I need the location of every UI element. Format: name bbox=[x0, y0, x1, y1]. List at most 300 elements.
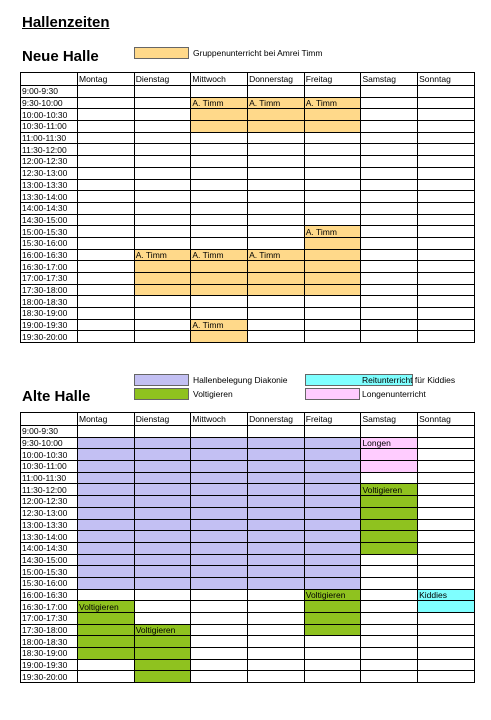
slot-cell bbox=[134, 237, 191, 249]
table-row bbox=[21, 191, 475, 203]
slot-cell bbox=[418, 484, 475, 496]
slot-cell bbox=[248, 472, 305, 484]
slot-cell bbox=[361, 273, 418, 285]
block-label: Longen bbox=[361, 437, 418, 449]
day-header: Samstag bbox=[361, 73, 418, 86]
day-header: Sonntag bbox=[418, 73, 475, 86]
time-cell: 14:30-15:00 bbox=[21, 554, 78, 566]
slot-cell bbox=[134, 319, 191, 331]
slot-cell bbox=[361, 426, 418, 438]
block-label: A. Timm bbox=[248, 97, 305, 109]
slot-cell bbox=[248, 601, 305, 613]
slot-cell bbox=[361, 249, 418, 261]
slot-cell bbox=[134, 132, 191, 144]
slot-cell bbox=[134, 613, 191, 625]
legend-label-kiddies: Reitunterricht für Kiddies bbox=[362, 375, 456, 385]
slot-cell bbox=[191, 156, 248, 168]
slot-cell bbox=[78, 531, 135, 543]
time-cell: 16:30-17:00 bbox=[21, 601, 78, 613]
slot-cell bbox=[361, 496, 418, 508]
slot-cell bbox=[191, 636, 248, 648]
slot-cell bbox=[78, 554, 135, 566]
table-row bbox=[21, 449, 475, 461]
slot-cell bbox=[418, 156, 475, 168]
slot-cell bbox=[78, 156, 135, 168]
slot-cell bbox=[418, 461, 475, 473]
table-row bbox=[21, 531, 475, 543]
slot-cell bbox=[248, 613, 305, 625]
table-row bbox=[21, 624, 475, 636]
slot-cell bbox=[304, 519, 361, 531]
slot-cell bbox=[304, 507, 361, 519]
time-cell: 13:30-14:00 bbox=[21, 531, 78, 543]
slot-cell bbox=[134, 601, 191, 613]
slot-cell bbox=[78, 659, 135, 671]
slot-cell bbox=[248, 437, 305, 449]
slot-cell bbox=[304, 156, 361, 168]
slot-cell bbox=[304, 601, 361, 613]
table-row bbox=[21, 261, 475, 273]
time-cell: 10:30-11:00 bbox=[21, 461, 78, 473]
table-row bbox=[21, 202, 475, 214]
slot-cell bbox=[134, 449, 191, 461]
legend-swatch-longen bbox=[305, 388, 360, 400]
slot-cell bbox=[134, 589, 191, 601]
slot-cell bbox=[361, 624, 418, 636]
block-label: Voltigieren bbox=[78, 601, 135, 613]
slot-cell bbox=[248, 659, 305, 671]
page-title: Hallenzeiten bbox=[22, 14, 110, 31]
slot-cell bbox=[134, 97, 191, 109]
slot-cell bbox=[191, 542, 248, 554]
slot-cell bbox=[78, 109, 135, 121]
slot-cell bbox=[361, 284, 418, 296]
slot-cell bbox=[304, 308, 361, 320]
slot-cell bbox=[78, 519, 135, 531]
slot-cell bbox=[418, 132, 475, 144]
slot-cell bbox=[248, 284, 305, 296]
table-row bbox=[21, 671, 475, 683]
table-row bbox=[21, 167, 475, 179]
slot-cell bbox=[304, 577, 361, 589]
block-label: A. Timm bbox=[191, 319, 248, 331]
slot-cell bbox=[248, 237, 305, 249]
slot-cell bbox=[304, 237, 361, 249]
day-header: Freitag bbox=[304, 73, 361, 86]
slot-cell bbox=[134, 202, 191, 214]
slot-cell bbox=[78, 284, 135, 296]
slot-cell bbox=[418, 261, 475, 273]
slot-cell bbox=[361, 331, 418, 343]
header-row bbox=[21, 73, 475, 86]
slot-cell bbox=[418, 496, 475, 508]
slot-cell bbox=[191, 86, 248, 98]
time-cell: 9:30-10:00 bbox=[21, 97, 78, 109]
time-cell: 12:00-12:30 bbox=[21, 156, 78, 168]
slot-cell bbox=[134, 226, 191, 238]
slot-cell bbox=[418, 273, 475, 285]
slot-cell bbox=[304, 284, 361, 296]
time-cell: 12:30-13:00 bbox=[21, 167, 78, 179]
slot-cell bbox=[191, 284, 248, 296]
slot-cell bbox=[78, 319, 135, 331]
slot-cell bbox=[78, 331, 135, 343]
slot-cell bbox=[248, 426, 305, 438]
table-row bbox=[21, 296, 475, 308]
time-cell: 13:00-13:30 bbox=[21, 519, 78, 531]
slot-cell bbox=[304, 167, 361, 179]
slot-cell bbox=[78, 226, 135, 238]
slot-cell bbox=[78, 214, 135, 226]
slot-cell bbox=[304, 636, 361, 648]
slot-cell bbox=[304, 542, 361, 554]
slot-cell bbox=[361, 542, 418, 554]
slot-cell bbox=[78, 461, 135, 473]
slot-cell bbox=[134, 426, 191, 438]
time-cell: 19:30-20:00 bbox=[21, 671, 78, 683]
block-label: A. Timm bbox=[134, 249, 191, 261]
table-row bbox=[21, 214, 475, 226]
slot-cell bbox=[361, 109, 418, 121]
table-row bbox=[21, 519, 475, 531]
slot-cell bbox=[418, 214, 475, 226]
slot-cell bbox=[248, 156, 305, 168]
day-header: Montag bbox=[78, 73, 135, 86]
legend-label-diakonie: Hallenbelegung Diakonie bbox=[193, 375, 288, 385]
slot-cell bbox=[418, 542, 475, 554]
time-cell: 9:30-10:00 bbox=[21, 437, 78, 449]
slot-cell bbox=[418, 601, 475, 613]
slot-cell bbox=[361, 202, 418, 214]
time-cell: 19:00-19:30 bbox=[21, 319, 78, 331]
slot-cell bbox=[418, 331, 475, 343]
slot-cell bbox=[361, 97, 418, 109]
slot-cell bbox=[191, 613, 248, 625]
slot-cell bbox=[248, 671, 305, 683]
slot-cell bbox=[191, 202, 248, 214]
slot-cell bbox=[304, 461, 361, 473]
table-row bbox=[21, 507, 475, 519]
slot-cell bbox=[191, 566, 248, 578]
slot-cell bbox=[134, 636, 191, 648]
slot-cell bbox=[304, 426, 361, 438]
slot-cell bbox=[78, 191, 135, 203]
slot-cell bbox=[304, 531, 361, 543]
slot-cell bbox=[418, 577, 475, 589]
table-row bbox=[21, 601, 475, 613]
slot-cell bbox=[361, 156, 418, 168]
slot-cell bbox=[78, 202, 135, 214]
slot-cell bbox=[248, 461, 305, 473]
table-row bbox=[21, 97, 475, 109]
slot-cell bbox=[191, 484, 248, 496]
table-row bbox=[21, 496, 475, 508]
table-row bbox=[21, 132, 475, 144]
alte-halle-heading: Alte Halle bbox=[22, 388, 91, 405]
time-cell: 12:00-12:30 bbox=[21, 496, 78, 508]
table-row bbox=[21, 144, 475, 156]
time-cell: 10:00-10:30 bbox=[21, 109, 78, 121]
slot-cell bbox=[134, 296, 191, 308]
legend-label-voltigieren: Voltigieren bbox=[193, 389, 233, 399]
block-label: A. Timm bbox=[304, 226, 361, 238]
table-row bbox=[21, 308, 475, 320]
slot-cell bbox=[191, 554, 248, 566]
slot-cell bbox=[191, 296, 248, 308]
time-cell: 10:30-11:00 bbox=[21, 121, 78, 133]
slot-cell bbox=[248, 484, 305, 496]
slot-cell bbox=[304, 132, 361, 144]
time-cell: 17:00-17:30 bbox=[21, 273, 78, 285]
header-row bbox=[21, 413, 475, 426]
slot-cell bbox=[304, 648, 361, 660]
slot-cell bbox=[361, 237, 418, 249]
time-cell: 12:30-13:00 bbox=[21, 507, 78, 519]
slot-cell bbox=[248, 519, 305, 531]
time-cell: 19:00-19:30 bbox=[21, 659, 78, 671]
slot-cell bbox=[418, 519, 475, 531]
slot-cell bbox=[248, 542, 305, 554]
day-header: Mittwoch bbox=[191, 73, 248, 86]
table-row bbox=[21, 659, 475, 671]
slot-cell bbox=[134, 284, 191, 296]
slot-cell bbox=[304, 179, 361, 191]
slot-cell bbox=[304, 273, 361, 285]
slot-cell bbox=[78, 613, 135, 625]
block-label: Kiddies bbox=[418, 589, 475, 601]
slot-cell bbox=[304, 331, 361, 343]
time-cell: 11:30-12:00 bbox=[21, 144, 78, 156]
slot-cell bbox=[78, 121, 135, 133]
slot-cell bbox=[78, 237, 135, 249]
slot-cell bbox=[304, 484, 361, 496]
time-cell: 14:30-15:00 bbox=[21, 214, 78, 226]
slot-cell bbox=[361, 214, 418, 226]
corner-cell bbox=[21, 413, 78, 426]
time-cell: 18:00-18:30 bbox=[21, 636, 78, 648]
time-cell: 16:00-16:30 bbox=[21, 589, 78, 601]
table-row bbox=[21, 331, 475, 343]
slot-cell bbox=[361, 121, 418, 133]
table-row bbox=[21, 86, 475, 98]
slot-cell bbox=[418, 284, 475, 296]
block-label: A. Timm bbox=[191, 249, 248, 261]
slot-cell bbox=[304, 86, 361, 98]
day-header: Mittwoch bbox=[191, 413, 248, 426]
slot-cell bbox=[78, 507, 135, 519]
slot-cell bbox=[248, 531, 305, 543]
slot-cell bbox=[134, 121, 191, 133]
slot-cell bbox=[191, 214, 248, 226]
slot-cell bbox=[78, 179, 135, 191]
slot-cell bbox=[248, 449, 305, 461]
slot-cell bbox=[191, 109, 248, 121]
slot-cell bbox=[248, 577, 305, 589]
slot-cell bbox=[418, 191, 475, 203]
legend-swatch-gruppe bbox=[134, 47, 189, 59]
table-row bbox=[21, 284, 475, 296]
slot-cell bbox=[248, 296, 305, 308]
slot-cell bbox=[361, 589, 418, 601]
time-cell: 19:30-20:00 bbox=[21, 331, 78, 343]
slot-cell bbox=[361, 179, 418, 191]
slot-cell bbox=[191, 496, 248, 508]
slot-cell bbox=[418, 613, 475, 625]
slot-cell bbox=[361, 554, 418, 566]
time-cell: 16:30-17:00 bbox=[21, 261, 78, 273]
time-cell: 15:00-15:30 bbox=[21, 566, 78, 578]
slot-cell bbox=[361, 566, 418, 578]
slot-cell bbox=[191, 261, 248, 273]
time-cell: 15:30-16:00 bbox=[21, 237, 78, 249]
slot-cell bbox=[248, 648, 305, 660]
slot-cell bbox=[134, 496, 191, 508]
table-row bbox=[21, 636, 475, 648]
day-header: Donnerstag bbox=[248, 73, 305, 86]
alte-halle-table bbox=[20, 412, 475, 683]
slot-cell bbox=[361, 167, 418, 179]
table-row bbox=[21, 273, 475, 285]
table-row bbox=[21, 554, 475, 566]
slot-cell bbox=[248, 167, 305, 179]
slot-cell bbox=[418, 167, 475, 179]
slot-cell bbox=[418, 226, 475, 238]
table-row bbox=[21, 648, 475, 660]
slot-cell bbox=[361, 191, 418, 203]
slot-cell bbox=[248, 589, 305, 601]
table-row bbox=[21, 461, 475, 473]
slot-cell bbox=[304, 613, 361, 625]
slot-cell bbox=[134, 519, 191, 531]
slot-cell bbox=[304, 261, 361, 273]
slot-cell bbox=[361, 601, 418, 613]
slot-cell bbox=[248, 507, 305, 519]
time-cell: 11:00-11:30 bbox=[21, 132, 78, 144]
slot-cell bbox=[78, 484, 135, 496]
slot-cell bbox=[191, 426, 248, 438]
slot-cell bbox=[304, 144, 361, 156]
slot-cell bbox=[361, 308, 418, 320]
slot-cell bbox=[248, 191, 305, 203]
slot-cell bbox=[191, 624, 248, 636]
slot-cell bbox=[134, 542, 191, 554]
slot-cell bbox=[361, 144, 418, 156]
time-cell: 13:00-13:30 bbox=[21, 179, 78, 191]
slot-cell bbox=[361, 531, 418, 543]
slot-cell bbox=[134, 86, 191, 98]
slot-cell bbox=[191, 132, 248, 144]
slot-cell bbox=[418, 86, 475, 98]
slot-cell bbox=[418, 144, 475, 156]
table-row bbox=[21, 542, 475, 554]
slot-cell bbox=[134, 109, 191, 121]
slot-cell bbox=[191, 144, 248, 156]
slot-cell bbox=[418, 319, 475, 331]
slot-cell bbox=[78, 97, 135, 109]
corner-cell bbox=[21, 73, 78, 86]
slot-cell bbox=[78, 542, 135, 554]
slot-cell bbox=[134, 156, 191, 168]
time-cell: 17:30-18:00 bbox=[21, 284, 78, 296]
slot-cell bbox=[248, 308, 305, 320]
slot-cell bbox=[418, 636, 475, 648]
legend-swatch-diakonie bbox=[134, 374, 189, 386]
time-cell: 11:00-11:30 bbox=[21, 472, 78, 484]
slot-cell bbox=[191, 659, 248, 671]
slot-cell bbox=[361, 613, 418, 625]
table-row bbox=[21, 484, 475, 496]
table-row bbox=[21, 179, 475, 191]
neue-halle-table bbox=[20, 72, 475, 343]
slot-cell bbox=[361, 261, 418, 273]
day-header: Sonntag bbox=[418, 413, 475, 426]
legend-label-longen: Longenunterricht bbox=[362, 389, 426, 399]
slot-cell bbox=[191, 167, 248, 179]
time-cell: 9:00-9:30 bbox=[21, 86, 78, 98]
slot-cell bbox=[134, 507, 191, 519]
slot-cell bbox=[361, 636, 418, 648]
slot-cell bbox=[418, 671, 475, 683]
slot-cell bbox=[248, 226, 305, 238]
slot-cell bbox=[134, 484, 191, 496]
slot-cell bbox=[418, 659, 475, 671]
slot-cell bbox=[191, 507, 248, 519]
slot-cell bbox=[361, 296, 418, 308]
table-row bbox=[21, 437, 475, 449]
slot-cell bbox=[304, 437, 361, 449]
slot-cell bbox=[248, 636, 305, 648]
table-row bbox=[21, 121, 475, 133]
slot-cell bbox=[191, 191, 248, 203]
time-cell: 17:00-17:30 bbox=[21, 613, 78, 625]
slot-cell bbox=[304, 319, 361, 331]
slot-cell bbox=[418, 426, 475, 438]
slot-cell bbox=[134, 472, 191, 484]
slot-cell bbox=[418, 296, 475, 308]
slot-cell bbox=[361, 472, 418, 484]
slot-cell bbox=[248, 496, 305, 508]
slot-cell bbox=[361, 659, 418, 671]
slot-cell bbox=[248, 273, 305, 285]
slot-cell bbox=[78, 296, 135, 308]
slot-cell bbox=[191, 308, 248, 320]
slot-cell bbox=[418, 624, 475, 636]
slot-cell bbox=[361, 577, 418, 589]
slot-cell bbox=[304, 202, 361, 214]
table-row bbox=[21, 426, 475, 438]
slot-cell bbox=[78, 261, 135, 273]
slot-cell bbox=[78, 308, 135, 320]
slot-cell bbox=[361, 132, 418, 144]
slot-cell bbox=[78, 577, 135, 589]
slot-cell bbox=[78, 449, 135, 461]
block-label: Voltigieren bbox=[361, 484, 418, 496]
slot-cell bbox=[361, 86, 418, 98]
slot-cell bbox=[418, 308, 475, 320]
slot-cell bbox=[78, 648, 135, 660]
slot-cell bbox=[134, 671, 191, 683]
time-cell: 14:00-14:30 bbox=[21, 202, 78, 214]
slot-cell bbox=[248, 331, 305, 343]
slot-cell bbox=[361, 461, 418, 473]
slot-cell bbox=[78, 624, 135, 636]
slot-cell bbox=[248, 214, 305, 226]
block-label: A. Timm bbox=[191, 97, 248, 109]
slot-cell bbox=[304, 296, 361, 308]
slot-cell bbox=[134, 437, 191, 449]
time-cell: 18:00-18:30 bbox=[21, 296, 78, 308]
slot-cell bbox=[78, 671, 135, 683]
